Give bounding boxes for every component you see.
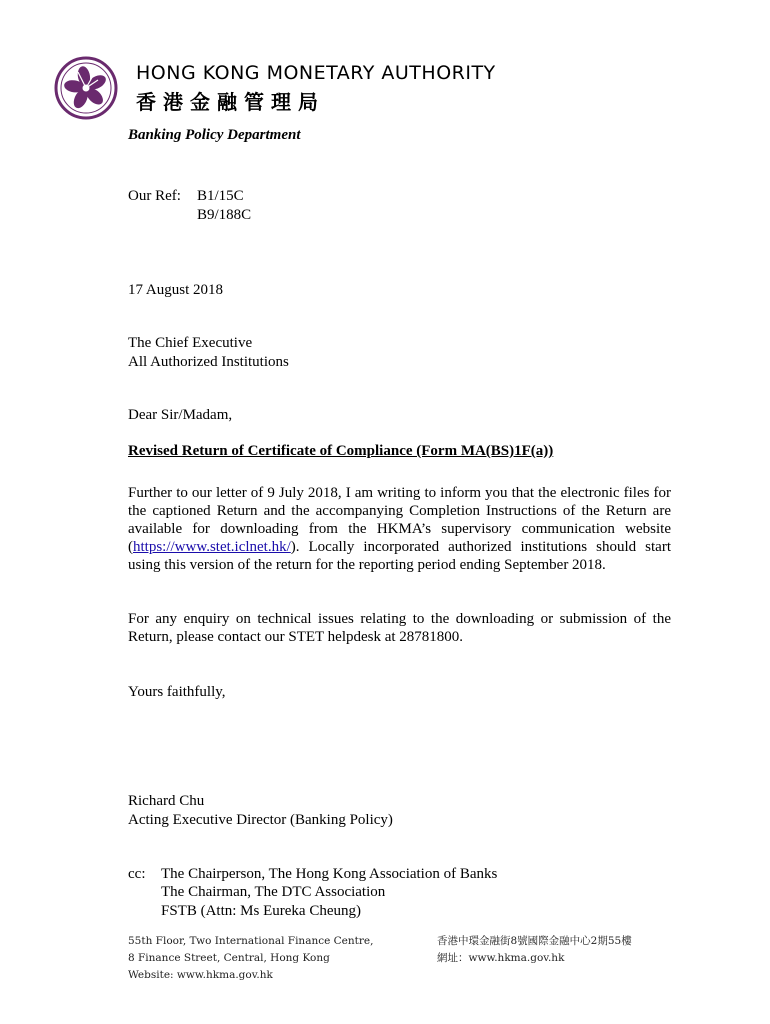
ref-label: Our Ref: [128, 188, 181, 204]
footer-website-zh: 網址：www.hkma.gov.hk [437, 952, 565, 964]
recipient-line-2: All Authorized Institutions [128, 354, 289, 370]
p1-text-after: ). Locally incorporated authorized institutions should start using this version of the return for the reporting period ending September 2018. [128, 539, 671, 573]
recipient-line-1: The Chief Executive [128, 335, 253, 351]
body-paragraph-2: For any enquiry on technical issues relating to the downloading or submission of the Return, please contact our STET helpdesk at 28781800. [128, 611, 671, 645]
signatory-title: Acting Executive Director (Banking Policy) [128, 812, 393, 828]
closing: Yours faithfully, [128, 684, 226, 700]
p1-text-before: Further to our letter of 9 July 2018, I am writing to inform you that the electronic files for the captioned Return and the accompanying Completion Instructions of the Return are available for downloading from the HKMA’s supervisory communication website ( [128, 485, 671, 555]
org-name-en: HONG KONG MONETARY AUTHORITY [136, 62, 496, 84]
footer-address-zh: 香港中環金融街8號國際金融中心2期55樓 [437, 935, 632, 947]
department-name: Banking Policy Department [128, 127, 301, 143]
footer-address-en-2: 8 Finance Street, Central, Hong Kong [128, 952, 330, 964]
cc-line-3: FSTB (Attn: Ms Eureka Cheung) [161, 903, 361, 919]
cc-label: cc: [128, 866, 146, 882]
letter-date: 17 August 2018 [128, 282, 224, 298]
footer-address-en-1: 55th Floor, Two International Finance Centre, [128, 935, 374, 947]
salutation: Dear Sir/Madam, [128, 407, 233, 423]
hkma-logo [54, 56, 118, 120]
footer-website-en: Website: www.hkma.gov.hk [128, 969, 273, 981]
subject-line: Revised Return of Certificate of Compliance (Form MA(BS)1F(a)) [128, 443, 554, 459]
bauhinia-icon [54, 56, 118, 120]
ref-line-1: B1/15C [197, 188, 244, 204]
signatory-name: Richard Chu [128, 793, 205, 809]
body-paragraph-1 [128, 484, 671, 574]
cc-line-2: The Chairman, The DTC Association [161, 884, 386, 900]
org-name-zh: 香港金融管理局 [136, 90, 325, 114]
stet-website-link[interactable]: https://www.stet.iclnet.hk/ [133, 539, 291, 555]
ref-line-2: B9/188C [197, 207, 252, 223]
cc-line-1: The Chairperson, The Hong Kong Association of Banks [161, 866, 498, 882]
